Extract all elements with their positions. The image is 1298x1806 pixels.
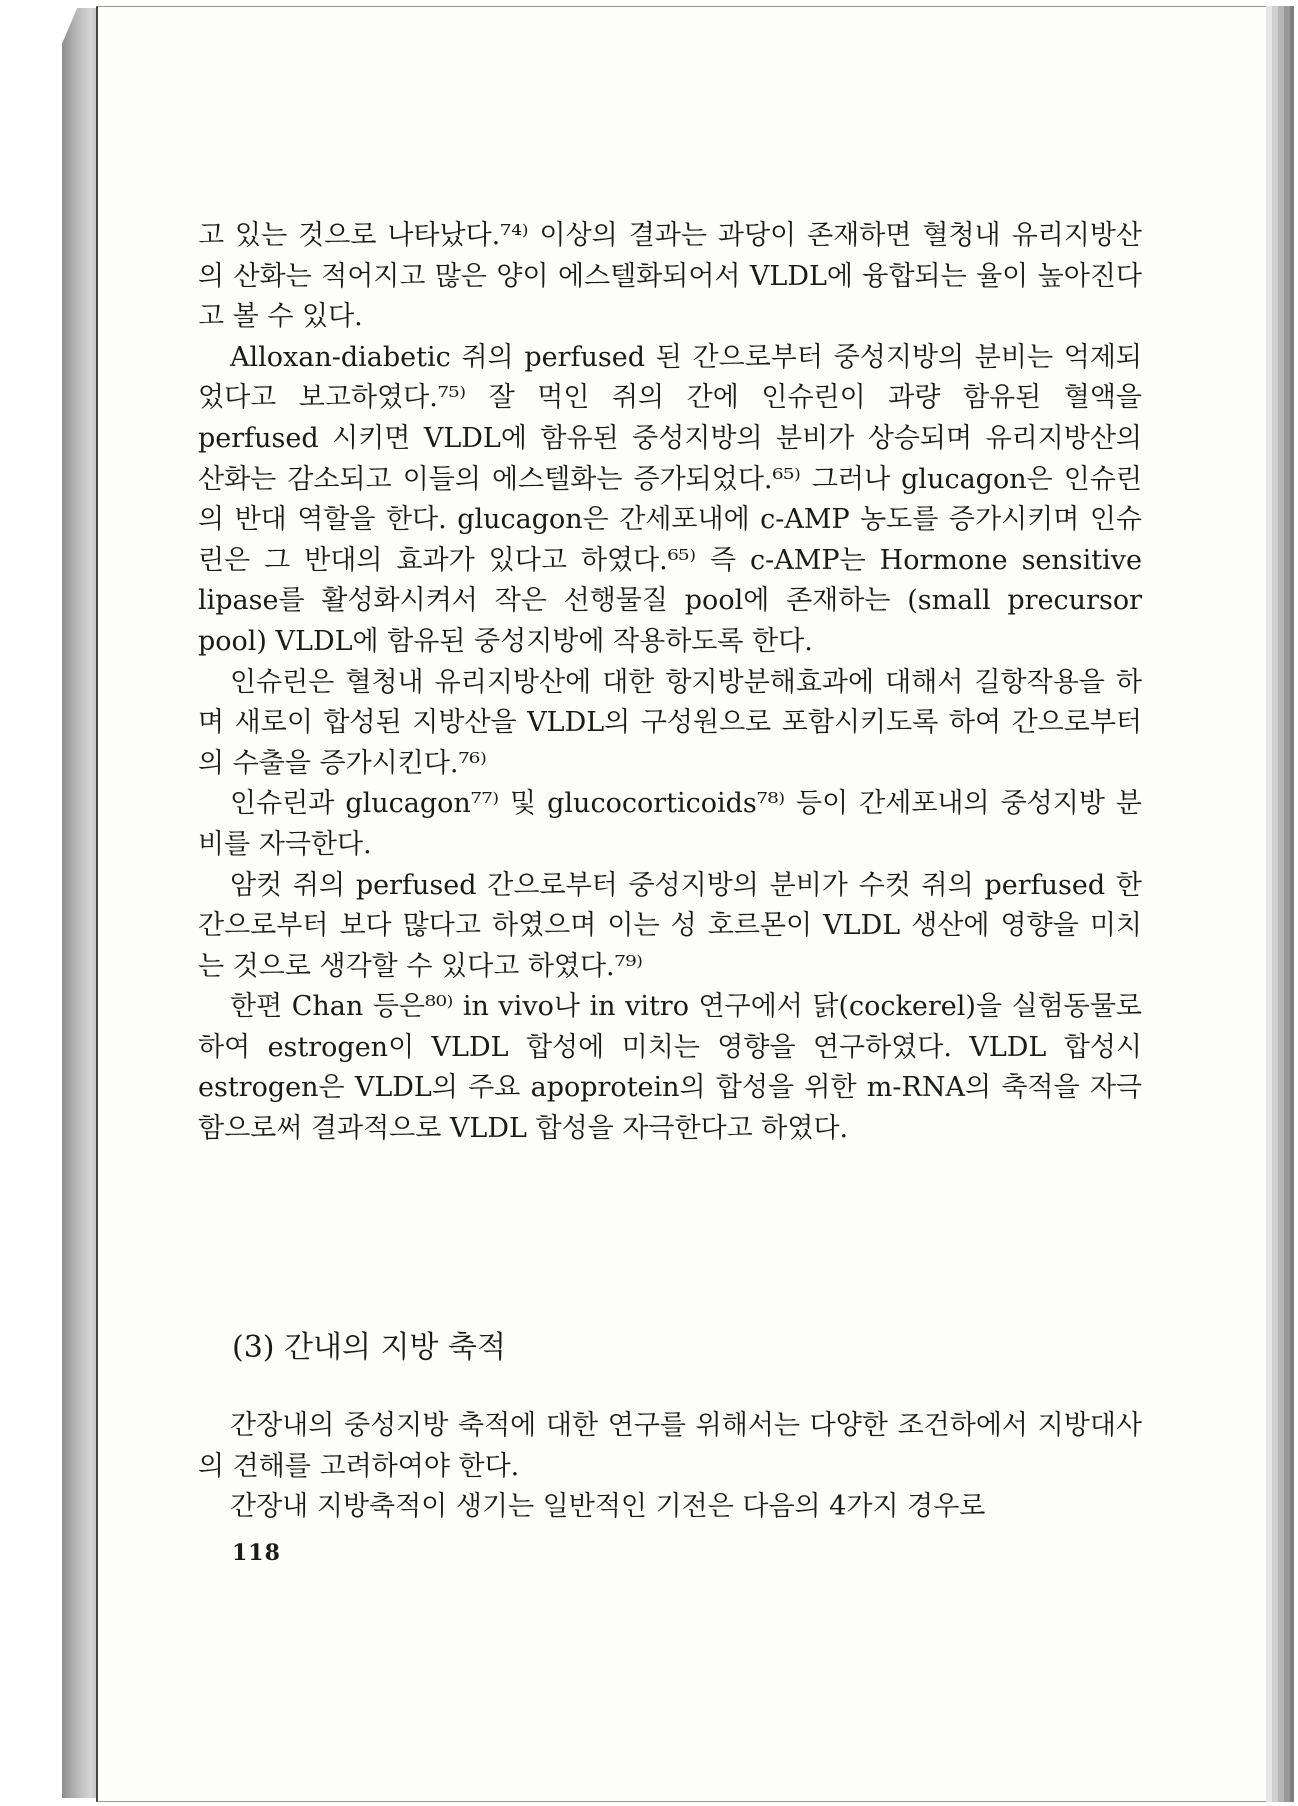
section-heading: (3) 간내의 지방 축적: [232, 1330, 506, 1365]
page-number: 118: [232, 1540, 281, 1566]
paragraph: 간장내 지방축적이 생기는 일반적인 기전은 다음의 4가지 경우로: [230, 1491, 986, 1523]
paragraph: Alloxan-diabetic 쥐의 perfused 된 간으로부터 중성지방의 분비는 억제되었다고 보고하였다.⁷⁵⁾ 잘 먹인 쥐의 간에 인슈린이 과량 함유된 혈액을 perfused 시키면 VLDL에 함유된 중성지방의 분비가 상승되며 유리지방산의 산화는 감소되고 이들의 에스텔화는 증가되었다.⁶⁵⁾ 그러나 glucagon은 인슈린의 반대 역할을 한다. glucagon은 간세포내에 c-AMP 농도를 증가시키며 인슈린은 그 반대의 효과가 있다고 하였다.⁶⁵⁾ 즉 c-AMP는 Hormone sensitive lipase를 활성화시켜서 작은 선행물질 pool에 존재하는 (small precursor pool) VLDL에 함유된 중성지방에 작용하도록 한다.: [198, 341, 1142, 657]
paragraph: 인슈린은 혈청내 유리지방산에 대한 항지방분해효과에 대해서 길항작용을 하며 새로이 합성된 지방산을 VLDL의 구성원으로 포함시키도록 하여 간으로부터의 수출을 증가시킨다.⁷⁶⁾: [198, 666, 1142, 779]
paragraph: 인슈린과 glucagon⁷⁷⁾ 및 glucocorticoids⁷⁸⁾ 등이 간세포내의 중성지방 분비를 자극한다.: [198, 788, 1142, 860]
section-body-text: [198, 1406, 1142, 1528]
paragraph: 한편 Chan 등은⁸⁰⁾ in vivo나 in vitro 연구에서 닭(cockerel)을 실험동물로 하여 estrogen이 VLDL 합성에 미치는 영향을 연구하였다. VLDL 합성시 estrogen은 VLDL의 주요 apoprotein의 합성을 위한 m-RNA의 축적을 자극함으로써 결과적으로 VLDL 합성을 자극한다고 하였다.: [198, 991, 1142, 1145]
paragraph: 간장내의 중성지방 축적에 대한 연구를 위해서는 다양한 조건하에서 지방대사의 견해를 고려하여야 한다.: [198, 1410, 1142, 1482]
book-spine-edge: [62, 8, 100, 1798]
paragraph: 고 있는 것으로 나타났다.⁷⁴⁾ 이상의 결과는 과당이 존재하면 혈청내 유리지방산의 산화는 적어지고 많은 양이 에스텔화되어서 VLDL에 융합되는 율이 높아진다고 볼 수 있다.: [198, 220, 1142, 333]
paragraph: 암컷 쥐의 perfused 간으로부터 중성지방의 분비가 수컷 쥐의 perfused 한 간으로부터 보다 많다고 하였으며 이는 성 호르몬이 VLDL 생산에 영향을 미치는 것으로 생각할 수 있다고 하였다.⁷⁹⁾: [198, 869, 1142, 982]
body-text: [198, 216, 1142, 1150]
